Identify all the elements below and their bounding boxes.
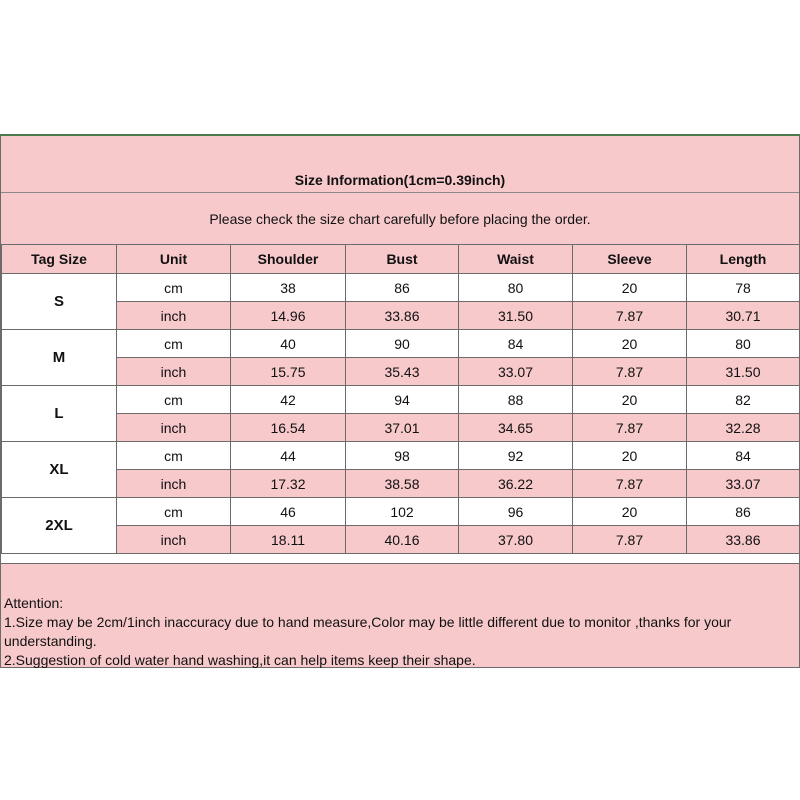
- size-chart: [0, 134, 800, 668]
- value-cell: 16.54: [231, 414, 346, 442]
- value-cell: 17.32: [231, 470, 346, 498]
- header-sleeve: Sleeve: [573, 245, 687, 274]
- table-row: [2, 358, 800, 386]
- value-cell: 7.87: [573, 470, 687, 498]
- table-row: [2, 386, 800, 414]
- attention-line-2: 2.Suggestion of cold water hand washing,it can help items keep their shape.: [4, 652, 476, 668]
- table-row: [2, 414, 800, 442]
- attention-line-1: 1.Size may be 2cm/1inch inaccuracy due to hand measure,Color may be little different due to monitor ,thanks for your understanding.: [4, 614, 732, 649]
- value-cell: 20: [573, 330, 687, 358]
- value-cell: 20: [573, 498, 687, 526]
- value-cell: 34.65: [459, 414, 573, 442]
- chart-title: Size Information(1cm=0.39inch): [294, 172, 506, 188]
- attention-heading: Attention:: [4, 595, 64, 611]
- header-bust: Bust: [346, 245, 459, 274]
- value-cell: 38.58: [346, 470, 459, 498]
- value-cell: 33.86: [687, 526, 800, 554]
- unit-cell: cm: [117, 274, 231, 302]
- unit-cell: cm: [117, 330, 231, 358]
- value-cell: 86: [687, 498, 800, 526]
- value-cell: 7.87: [573, 526, 687, 554]
- value-cell: 40.16: [346, 526, 459, 554]
- title-row: [1, 136, 799, 193]
- value-cell: 78: [687, 274, 800, 302]
- value-cell: 44: [231, 442, 346, 470]
- table-row: [2, 498, 800, 526]
- table-row: [2, 470, 800, 498]
- value-cell: 33.07: [687, 470, 800, 498]
- tag-size-cell: S: [2, 274, 117, 330]
- value-cell: 32.28: [687, 414, 800, 442]
- table-row: [2, 526, 800, 554]
- unit-cell: inch: [117, 358, 231, 386]
- value-cell: 84: [687, 442, 800, 470]
- tag-size-cell: M: [2, 330, 117, 386]
- value-cell: 86: [346, 274, 459, 302]
- value-cell: 94: [346, 386, 459, 414]
- value-cell: 98: [346, 442, 459, 470]
- value-cell: 18.11: [231, 526, 346, 554]
- value-cell: 38: [231, 274, 346, 302]
- unit-cell: inch: [117, 470, 231, 498]
- value-cell: 42: [231, 386, 346, 414]
- value-cell: 30.71: [687, 302, 800, 330]
- header-tag-size: Tag Size: [2, 245, 117, 274]
- tag-size-cell: XL: [2, 442, 117, 498]
- value-cell: 7.87: [573, 302, 687, 330]
- unit-cell: inch: [117, 302, 231, 330]
- value-cell: 80: [459, 274, 573, 302]
- attention-box: [1, 563, 799, 667]
- value-cell: 7.87: [573, 414, 687, 442]
- value-cell: 102: [346, 498, 459, 526]
- unit-cell: inch: [117, 526, 231, 554]
- value-cell: 7.87: [573, 358, 687, 386]
- tag-size-cell: 2XL: [2, 498, 117, 554]
- notice-text: Please check the size chart carefully before placing the order.: [209, 210, 591, 227]
- unit-cell: cm: [117, 442, 231, 470]
- value-cell: 31.50: [687, 358, 800, 386]
- header-shoulder: Shoulder: [231, 245, 346, 274]
- value-cell: 36.22: [459, 470, 573, 498]
- value-cell: 84: [459, 330, 573, 358]
- header-row: [2, 245, 800, 274]
- value-cell: 90: [346, 330, 459, 358]
- value-cell: 88: [459, 386, 573, 414]
- value-cell: 80: [687, 330, 800, 358]
- header-unit: Unit: [117, 245, 231, 274]
- value-cell: 20: [573, 274, 687, 302]
- unit-cell: inch: [117, 414, 231, 442]
- header-waist: Waist: [459, 245, 573, 274]
- header-length: Length: [687, 245, 800, 274]
- value-cell: 31.50: [459, 302, 573, 330]
- table-row: [2, 274, 800, 302]
- value-cell: 20: [573, 386, 687, 414]
- value-cell: 35.43: [346, 358, 459, 386]
- value-cell: 37.01: [346, 414, 459, 442]
- value-cell: 33.07: [459, 358, 573, 386]
- table-row: [2, 302, 800, 330]
- unit-cell: cm: [117, 498, 231, 526]
- value-cell: 82: [687, 386, 800, 414]
- value-cell: 37.80: [459, 526, 573, 554]
- unit-cell: cm: [117, 386, 231, 414]
- table-row: [2, 330, 800, 358]
- table-row: [2, 442, 800, 470]
- value-cell: 96: [459, 498, 573, 526]
- value-cell: 46: [231, 498, 346, 526]
- value-cell: 92: [459, 442, 573, 470]
- value-cell: 40: [231, 330, 346, 358]
- tag-size-cell: L: [2, 386, 117, 442]
- value-cell: 33.86: [346, 302, 459, 330]
- value-cell: 14.96: [231, 302, 346, 330]
- value-cell: 15.75: [231, 358, 346, 386]
- notice-row: [1, 193, 799, 244]
- size-table: [1, 244, 800, 554]
- value-cell: 20: [573, 442, 687, 470]
